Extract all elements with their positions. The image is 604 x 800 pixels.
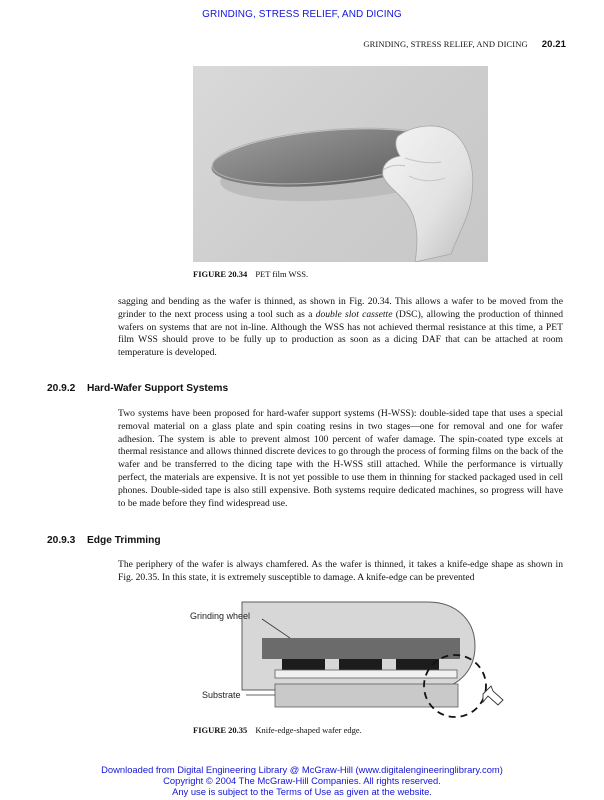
substrate-block (275, 684, 458, 707)
figure-20-35-label: FIGURE 20.35 (193, 725, 248, 735)
paragraph-2: Two systems have been proposed for hard-wafer support systems (H-WSS): double-sided tape that uses a special removal material on a glass plate and spin coating resins in two stages—one for removal and one for wafer adhesion. The system is able to prevent almost 100 percent of wafer damage. The spin-coated type excels at thermal resistance and allows thinned discrete devices to go through the process of forming films on the back of the wafer and be transferred to the dicing tape with the H-WSS still attached. While the performance is virtually perfect, the materials are expensive. It is not yet possible to use them in thinning for stacked packaged used in cell phones. Double-sided tape is also still expensive. Both systems require dedicated machines, so progress will have to be made before they find widespread use. (118, 408, 563, 509)
paragraph-1 (118, 296, 563, 360)
figure-20-35-caption-text: Knife-edge-shaped wafer edge. (255, 725, 362, 735)
footer-copyright: Copyright © 2004 The McGraw-Hill Companies. All rights reserved. (163, 775, 441, 786)
knife-edge-diagram-svg (150, 600, 510, 724)
running-head (0, 39, 566, 50)
chip-pad-1 (282, 659, 325, 670)
section-number: 20.9.2 (47, 383, 76, 394)
figure-20-34-caption (193, 269, 308, 279)
figure-20-34-caption-text: PET film WSS. (255, 269, 309, 279)
footer-download-link[interactable]: Downloaded from Digital Engineering Library @ McGraw-Hill (www.digitalengineeringlibrary.com) (101, 764, 503, 775)
figure-photo-pet-film-wss (193, 66, 488, 262)
section-number: 20.9.3 (47, 535, 76, 546)
figure-20-34-label: FIGURE 20.34 (193, 269, 248, 279)
gloved-hand (383, 126, 473, 262)
section-heading-20-9-3 (47, 535, 161, 546)
thinned-wafer (275, 670, 457, 678)
section-heading-20-9-2 (47, 383, 228, 394)
paragraph-1-emphasis: double slot cassette (315, 308, 393, 320)
label-grinding-wheel: Grinding wheel (190, 611, 251, 621)
paragraph-1-text-b: (DSC), allowing the production of thinned wafers on systems that are not in-line. Although the WSS has not achieved thermal resistance at this time, a PET film WSS should prove to be fully up to production as soon as a dicing DAF that can be attached at room temperature is developed. (118, 308, 563, 359)
grinding-wheel-bar (262, 638, 460, 659)
paragraph-1-text-a: sagging and bending as the wafer is thinned, as shown in Fig. 20.34. This allows a wafer to be moved from the grinder to the next process using a tool such as a (118, 296, 563, 320)
figure-20-35-diagram (150, 600, 510, 729)
running-head-title: GRINDING, STRESS RELIEF, AND DICING (363, 39, 528, 49)
paragraph-3: The periphery of the wafer is always chamfered. As the wafer is thinned, it takes a knife-edge shape as shown in Fig. 20.35. In this state, it is extremely susceptible to damage. A knife-edge can be prevented (118, 559, 563, 583)
section-title: Edge Trimming (87, 535, 161, 546)
figure-20-35-caption (193, 725, 362, 735)
footer-notice (0, 764, 604, 797)
top-banner-title: GRINDING, STRESS RELIEF, AND DICING (202, 9, 402, 20)
wafer-hand-illustration (193, 66, 488, 262)
footer-terms: Any use is subject to the Terms of Use as given at the website. (172, 786, 432, 797)
section-title: Hard-Wafer Support Systems (87, 383, 229, 394)
chip-pad-2 (339, 659, 382, 670)
label-substrate: Substrate (202, 690, 241, 700)
page-number: 20.21 (541, 39, 566, 50)
